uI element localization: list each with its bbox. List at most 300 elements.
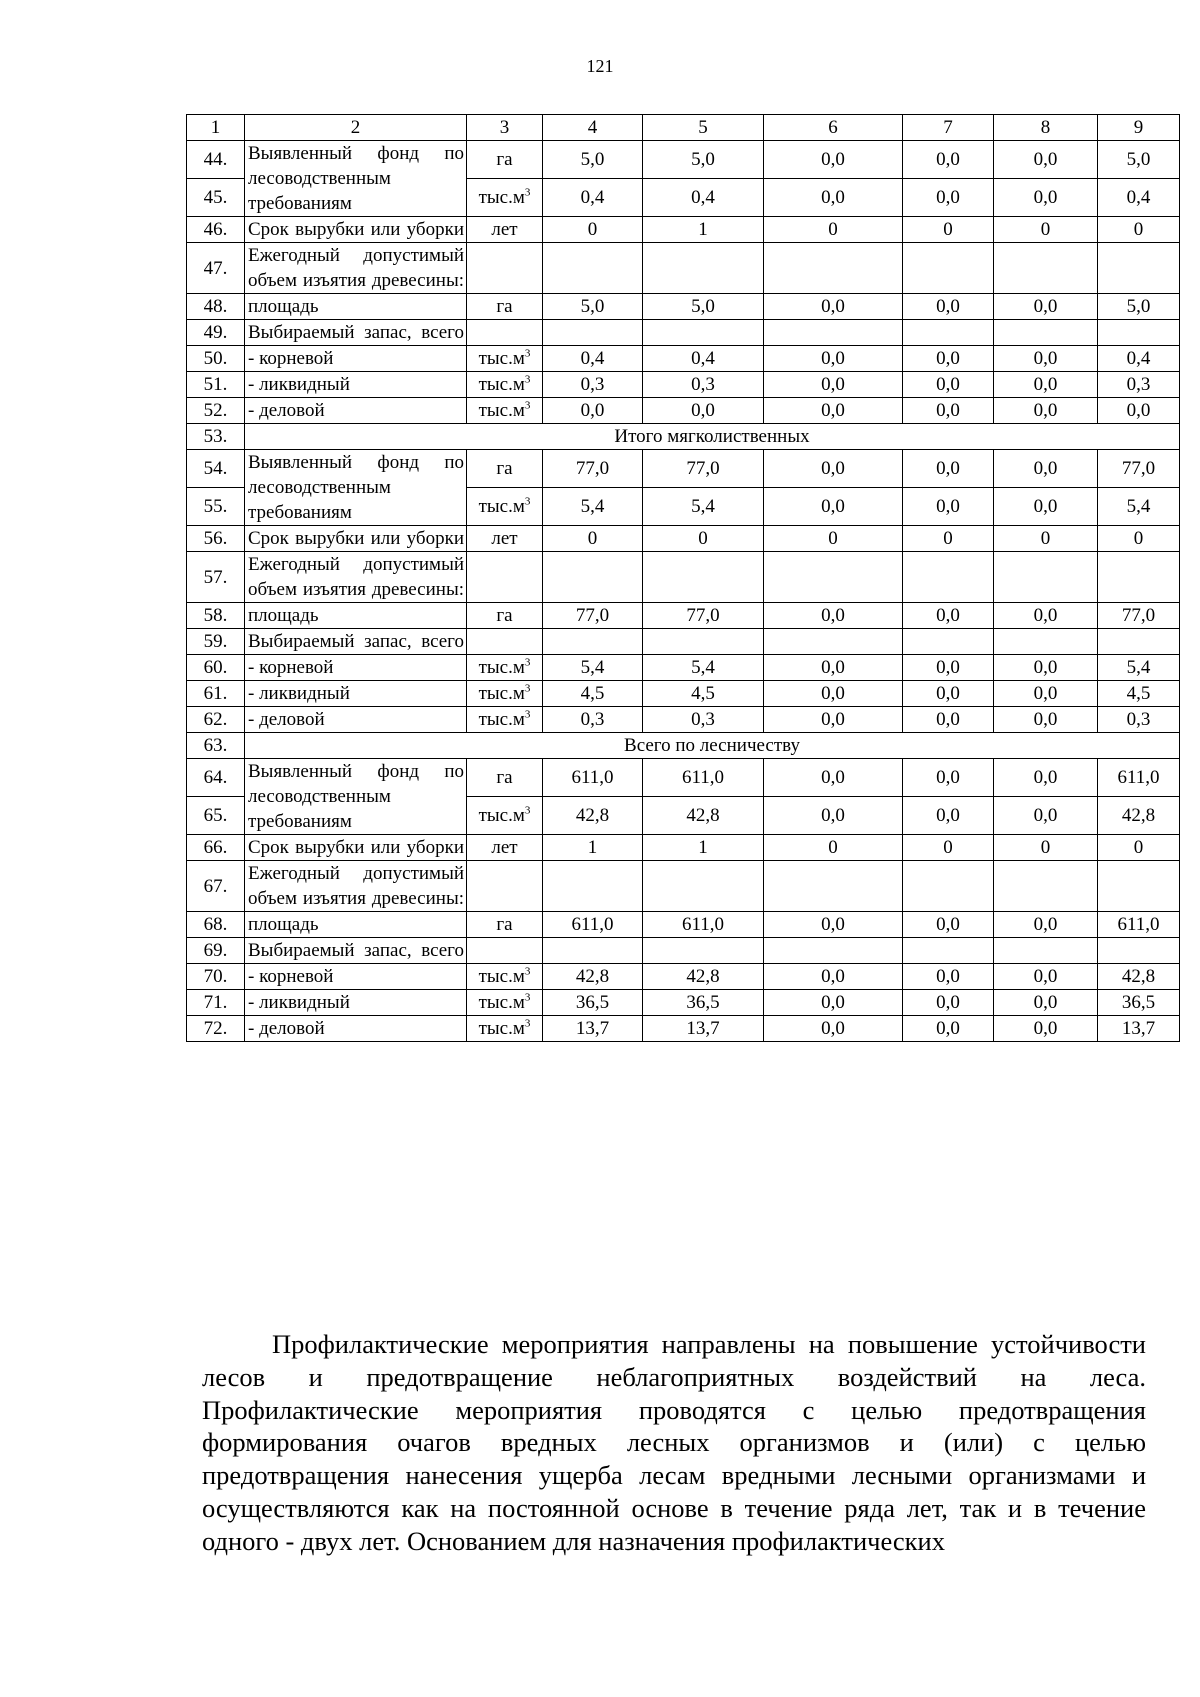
value-cell: 0,3 xyxy=(643,372,764,398)
value-cell: 0,0 xyxy=(994,603,1098,629)
row-number: 48. xyxy=(187,294,245,320)
value-cell xyxy=(903,552,994,603)
value-cell: 0,0 xyxy=(994,707,1098,733)
value-cell: 42,8 xyxy=(543,964,643,990)
value-cell: 1 xyxy=(543,835,643,861)
row-number: 51. xyxy=(187,372,245,398)
row-label: Выбираемый запас, всего xyxy=(245,320,467,346)
unit-cell xyxy=(467,861,543,912)
row-label: Выявленный фонд по лесоводственным требованиям xyxy=(245,450,467,526)
unit-cell xyxy=(467,707,543,733)
row-label: площадь xyxy=(245,912,467,938)
unit-cell xyxy=(467,629,543,655)
value-cell: 0,0 xyxy=(903,707,994,733)
value-cell: 0 xyxy=(764,217,903,243)
value-cell: 0,0 xyxy=(764,681,903,707)
value-cell: 0 xyxy=(994,526,1098,552)
value-cell: 0,0 xyxy=(994,488,1098,526)
value-cell: 0,0 xyxy=(764,655,903,681)
value-cell: 0,0 xyxy=(994,372,1098,398)
row-label: Срок вырубки или уборки xyxy=(245,217,467,243)
row-label: Ежегодный допустимый объем изъятия древесины: xyxy=(245,861,467,912)
value-cell xyxy=(764,861,903,912)
value-cell: 77,0 xyxy=(643,603,764,629)
value-cell: 1 xyxy=(643,217,764,243)
value-cell xyxy=(543,861,643,912)
row-number: 49. xyxy=(187,320,245,346)
value-cell: 0 xyxy=(903,526,994,552)
unit-cell xyxy=(467,835,543,861)
value-cell: 42,8 xyxy=(643,797,764,835)
unit-superscript: 3 xyxy=(524,804,531,817)
row-number: 68. xyxy=(187,912,245,938)
value-cell: 0,0 xyxy=(1098,398,1180,424)
row-label: - деловой xyxy=(245,1016,467,1042)
unit-cell xyxy=(467,141,543,179)
value-cell: 0,4 xyxy=(643,179,764,217)
value-cell: 0 xyxy=(643,526,764,552)
value-cell: 0,0 xyxy=(764,372,903,398)
unit-superscript: 3 xyxy=(524,965,531,978)
value-cell xyxy=(903,861,994,912)
row-number: 61. xyxy=(187,681,245,707)
row-label: Выбираемый запас, всего xyxy=(245,629,467,655)
unit-cell xyxy=(467,398,543,424)
value-cell xyxy=(1098,552,1180,603)
table-row xyxy=(187,912,1180,938)
table-row xyxy=(187,398,1180,424)
row-label: Выбираемый запас, всего xyxy=(245,938,467,964)
row-label: Ежегодный допустимый объем изъятия древесины: xyxy=(245,243,467,294)
row-number: 55. xyxy=(187,488,245,526)
value-cell: 0,0 xyxy=(764,488,903,526)
value-cell: 0,0 xyxy=(903,294,994,320)
unit-text: тыс.м xyxy=(478,709,525,730)
unit-text: тыс.м xyxy=(478,374,525,395)
value-cell xyxy=(903,243,994,294)
value-cell: 13,7 xyxy=(1098,1016,1180,1042)
value-cell xyxy=(903,320,994,346)
value-cell: 0,0 xyxy=(543,398,643,424)
row-label: Срок вырубки или уборки xyxy=(245,835,467,861)
row-number: 45. xyxy=(187,179,245,217)
value-cell: 0,0 xyxy=(903,797,994,835)
value-cell: 5,0 xyxy=(1098,294,1180,320)
value-cell xyxy=(643,861,764,912)
value-cell: 0,0 xyxy=(994,346,1098,372)
value-cell: 5,0 xyxy=(643,294,764,320)
value-cell: 0,0 xyxy=(903,398,994,424)
table-row xyxy=(187,835,1180,861)
value-cell: 611,0 xyxy=(543,912,643,938)
value-cell xyxy=(543,320,643,346)
unit-cell xyxy=(467,320,543,346)
value-cell: 0,0 xyxy=(764,797,903,835)
unit-cell xyxy=(467,964,543,990)
value-cell: 4,5 xyxy=(643,681,764,707)
row-number: 71. xyxy=(187,990,245,1016)
unit-cell xyxy=(467,1016,543,1042)
value-cell: 42,8 xyxy=(1098,797,1180,835)
value-cell: 0,0 xyxy=(643,398,764,424)
value-cell: 0,0 xyxy=(764,141,903,179)
table-row xyxy=(187,707,1180,733)
row-number: 47. xyxy=(187,243,245,294)
unit-superscript: 3 xyxy=(524,347,531,360)
row-label: - корневой xyxy=(245,346,467,372)
value-cell xyxy=(543,938,643,964)
unit-text: лет xyxy=(491,219,518,240)
table-row xyxy=(187,294,1180,320)
value-cell: 0,0 xyxy=(994,912,1098,938)
value-cell xyxy=(764,552,903,603)
value-cell: 5,4 xyxy=(1098,488,1180,526)
value-cell: 0,0 xyxy=(764,707,903,733)
column-header: 4 xyxy=(543,115,643,141)
row-label: - деловой xyxy=(245,398,467,424)
value-cell: 42,8 xyxy=(1098,964,1180,990)
table-row xyxy=(187,938,1180,964)
row-number: 62. xyxy=(187,707,245,733)
row-number: 54. xyxy=(187,450,245,488)
value-cell: 0,0 xyxy=(994,1016,1098,1042)
unit-cell xyxy=(467,603,543,629)
unit-cell xyxy=(467,294,543,320)
unit-text: га xyxy=(496,605,513,626)
value-cell: 611,0 xyxy=(1098,912,1180,938)
value-cell: 0,0 xyxy=(764,1016,903,1042)
unit-cell xyxy=(467,912,543,938)
table-row xyxy=(187,320,1180,346)
column-header: 7 xyxy=(903,115,994,141)
value-cell: 0,0 xyxy=(764,759,903,797)
value-cell: 0,0 xyxy=(994,141,1098,179)
value-cell: 0,0 xyxy=(764,179,903,217)
unit-superscript: 3 xyxy=(524,186,531,199)
value-cell: 5,4 xyxy=(543,655,643,681)
value-cell: 0,0 xyxy=(994,450,1098,488)
row-label: - ликвидный xyxy=(245,681,467,707)
value-cell: 0 xyxy=(543,526,643,552)
value-cell xyxy=(643,243,764,294)
section-row xyxy=(187,424,1180,450)
value-cell: 0 xyxy=(1098,217,1180,243)
unit-text: тыс.м xyxy=(478,496,525,517)
value-cell: 0 xyxy=(994,217,1098,243)
value-cell: 77,0 xyxy=(543,603,643,629)
row-label: - ликвидный xyxy=(245,372,467,398)
value-cell: 0 xyxy=(764,835,903,861)
value-cell xyxy=(543,629,643,655)
unit-cell xyxy=(467,526,543,552)
unit-text: тыс.м xyxy=(478,657,525,678)
table-row xyxy=(187,243,1180,294)
value-cell: 0,0 xyxy=(994,655,1098,681)
table-row xyxy=(187,346,1180,372)
column-header: 9 xyxy=(1098,115,1180,141)
value-cell xyxy=(994,938,1098,964)
value-cell: 4,5 xyxy=(543,681,643,707)
column-header: 3 xyxy=(467,115,543,141)
value-cell: 0,0 xyxy=(903,964,994,990)
value-cell: 0,4 xyxy=(543,179,643,217)
row-number: 72. xyxy=(187,1016,245,1042)
row-number: 63. xyxy=(187,733,245,759)
value-cell: 611,0 xyxy=(1098,759,1180,797)
value-cell: 0,0 xyxy=(994,964,1098,990)
unit-cell xyxy=(467,759,543,797)
value-cell: 1 xyxy=(643,835,764,861)
row-number: 67. xyxy=(187,861,245,912)
row-number: 44. xyxy=(187,141,245,179)
row-label: - корневой xyxy=(245,964,467,990)
unit-cell xyxy=(467,372,543,398)
page-number: 121 xyxy=(586,56,614,76)
body-paragraph: Профилактические мероприятия направлены на повышение устойчивости лесов и предотвращение неблагоприятных воздействий на леса. Профилактические мероприятия проводятся с целью предотвращения формирования очагов вредных лесных организмов и (или) с целью предотвращения нанесения ущерба лесам вредными лесными организмами и осуществляются как на постоянной основе в течение ряда лет, так и в течение одного - двух лет. Основанием для назначения профилактических xyxy=(202,1329,1146,1556)
value-cell: 0,0 xyxy=(994,294,1098,320)
value-cell: 0,0 xyxy=(764,294,903,320)
value-cell: 0,0 xyxy=(903,990,994,1016)
unit-superscript: 3 xyxy=(524,399,531,412)
value-cell xyxy=(764,938,903,964)
unit-superscript: 3 xyxy=(524,656,531,669)
value-cell xyxy=(903,938,994,964)
unit-cell xyxy=(467,243,543,294)
unit-text: тыс.м xyxy=(478,992,525,1013)
value-cell xyxy=(1098,243,1180,294)
unit-cell xyxy=(467,179,543,217)
value-cell: 0,4 xyxy=(1098,346,1180,372)
unit-text: га xyxy=(496,296,513,317)
value-cell xyxy=(1098,861,1180,912)
table-row xyxy=(187,1016,1180,1042)
value-cell xyxy=(543,552,643,603)
value-cell: 4,5 xyxy=(1098,681,1180,707)
row-label: - корневой xyxy=(245,655,467,681)
row-number: 70. xyxy=(187,964,245,990)
value-cell: 42,8 xyxy=(643,964,764,990)
value-cell: 0 xyxy=(543,217,643,243)
table-row xyxy=(187,552,1180,603)
value-cell xyxy=(1098,320,1180,346)
row-label: площадь xyxy=(245,294,467,320)
value-cell: 0,0 xyxy=(903,372,994,398)
value-cell xyxy=(994,629,1098,655)
value-cell xyxy=(643,552,764,603)
value-cell: 0,0 xyxy=(903,655,994,681)
value-cell xyxy=(764,320,903,346)
table-row xyxy=(187,655,1180,681)
value-cell: 0,0 xyxy=(764,990,903,1016)
value-cell: 13,7 xyxy=(643,1016,764,1042)
table-row xyxy=(187,526,1180,552)
table-row xyxy=(187,759,1180,797)
value-cell xyxy=(643,629,764,655)
value-cell: 0,0 xyxy=(764,912,903,938)
table-row xyxy=(187,990,1180,1016)
column-header: 1 xyxy=(187,115,245,141)
value-cell: 0,0 xyxy=(764,964,903,990)
value-cell: 0 xyxy=(764,526,903,552)
value-cell xyxy=(643,938,764,964)
value-cell: 0,0 xyxy=(994,797,1098,835)
unit-text: га xyxy=(496,149,513,170)
row-number: 56. xyxy=(187,526,245,552)
unit-text: лет xyxy=(491,528,518,549)
row-number: 58. xyxy=(187,603,245,629)
unit-cell xyxy=(467,990,543,1016)
value-cell: 77,0 xyxy=(643,450,764,488)
value-cell: 0,0 xyxy=(764,603,903,629)
table-row xyxy=(187,681,1180,707)
value-cell: 0,3 xyxy=(543,372,643,398)
table-row xyxy=(187,372,1180,398)
row-label: Срок вырубки или уборки xyxy=(245,526,467,552)
unit-text: тыс.м xyxy=(478,187,525,208)
column-header: 8 xyxy=(994,115,1098,141)
value-cell: 0,0 xyxy=(903,346,994,372)
row-number: 46. xyxy=(187,217,245,243)
section-title: Итого мягколиственных xyxy=(245,424,1180,450)
value-cell: 77,0 xyxy=(543,450,643,488)
table-row xyxy=(187,141,1180,179)
value-cell: 611,0 xyxy=(543,759,643,797)
value-cell: 5,0 xyxy=(1098,141,1180,179)
value-cell: 0,3 xyxy=(1098,372,1180,398)
unit-superscript: 3 xyxy=(524,1017,531,1030)
unit-text: тыс.м xyxy=(478,348,525,369)
unit-text: тыс.м xyxy=(478,966,525,987)
value-cell: 36,5 xyxy=(543,990,643,1016)
unit-cell xyxy=(467,217,543,243)
value-cell: 5,4 xyxy=(1098,655,1180,681)
value-cell: 0,0 xyxy=(994,759,1098,797)
value-cell: 5,4 xyxy=(543,488,643,526)
value-cell: 0,0 xyxy=(903,681,994,707)
table-row xyxy=(187,217,1180,243)
value-cell: 0,0 xyxy=(903,488,994,526)
value-cell: 0 xyxy=(1098,835,1180,861)
value-cell: 5,4 xyxy=(643,655,764,681)
unit-cell xyxy=(467,681,543,707)
value-cell: 0,0 xyxy=(994,681,1098,707)
value-cell xyxy=(994,861,1098,912)
row-number: 64. xyxy=(187,759,245,797)
value-cell xyxy=(1098,629,1180,655)
value-cell: 0 xyxy=(1098,526,1180,552)
unit-cell xyxy=(467,655,543,681)
value-cell: 0,4 xyxy=(1098,179,1180,217)
value-cell: 0,4 xyxy=(643,346,764,372)
value-cell xyxy=(994,320,1098,346)
value-cell: 0,0 xyxy=(903,450,994,488)
unit-cell xyxy=(467,797,543,835)
value-cell: 0,0 xyxy=(903,912,994,938)
value-cell: 0,0 xyxy=(903,179,994,217)
unit-cell xyxy=(467,346,543,372)
value-cell xyxy=(764,243,903,294)
unit-text: га xyxy=(496,767,513,788)
table-row xyxy=(187,450,1180,488)
value-cell: 0,0 xyxy=(903,759,994,797)
row-label: - деловой xyxy=(245,707,467,733)
unit-text: тыс.м xyxy=(478,683,525,704)
unit-text: га xyxy=(496,458,513,479)
header-row xyxy=(187,115,1180,141)
row-label: Ежегодный допустимый объем изъятия древесины: xyxy=(245,552,467,603)
table-row xyxy=(187,629,1180,655)
unit-superscript: 3 xyxy=(524,495,531,508)
row-number: 60. xyxy=(187,655,245,681)
unit-superscript: 3 xyxy=(524,708,531,721)
value-cell: 5,4 xyxy=(643,488,764,526)
value-cell: 0,0 xyxy=(903,141,994,179)
section-title: Всего по лесничеству xyxy=(245,733,1180,759)
value-cell xyxy=(994,552,1098,603)
value-cell: 0 xyxy=(903,217,994,243)
row-number: 53. xyxy=(187,424,245,450)
forest-fund-table xyxy=(186,114,1180,1042)
value-cell: 0,3 xyxy=(543,707,643,733)
row-number: 50. xyxy=(187,346,245,372)
row-number: 66. xyxy=(187,835,245,861)
value-cell: 13,7 xyxy=(543,1016,643,1042)
value-cell xyxy=(543,243,643,294)
unit-cell xyxy=(467,450,543,488)
table-row xyxy=(187,603,1180,629)
value-cell xyxy=(1098,938,1180,964)
value-cell: 0,4 xyxy=(543,346,643,372)
column-header: 5 xyxy=(643,115,764,141)
unit-superscript: 3 xyxy=(524,373,531,386)
unit-cell xyxy=(467,488,543,526)
unit-superscript: 3 xyxy=(524,991,531,1004)
value-cell: 0,0 xyxy=(764,398,903,424)
unit-text: га xyxy=(496,914,513,935)
value-cell: 0,0 xyxy=(903,1016,994,1042)
value-cell: 0,0 xyxy=(994,990,1098,1016)
value-cell: 77,0 xyxy=(1098,603,1180,629)
row-number: 57. xyxy=(187,552,245,603)
table-row xyxy=(187,964,1180,990)
value-cell: 42,8 xyxy=(543,797,643,835)
value-cell: 36,5 xyxy=(1098,990,1180,1016)
unit-text: тыс.м xyxy=(478,1018,525,1039)
row-label: - ликвидный xyxy=(245,990,467,1016)
value-cell: 5,0 xyxy=(643,141,764,179)
unit-text: тыс.м xyxy=(478,400,525,421)
value-cell xyxy=(643,320,764,346)
value-cell: 0,0 xyxy=(764,450,903,488)
row-number: 65. xyxy=(187,797,245,835)
column-header: 2 xyxy=(245,115,467,141)
table-row xyxy=(187,861,1180,912)
unit-text: тыс.м xyxy=(478,805,525,826)
row-label: Выявленный фонд по лесоводственным требованиям xyxy=(245,141,467,217)
unit-text: лет xyxy=(491,837,518,858)
value-cell: 0 xyxy=(994,835,1098,861)
value-cell: 0,0 xyxy=(903,603,994,629)
column-header: 6 xyxy=(764,115,903,141)
value-cell: 0,3 xyxy=(643,707,764,733)
unit-cell xyxy=(467,552,543,603)
unit-cell xyxy=(467,938,543,964)
row-label: площадь xyxy=(245,603,467,629)
value-cell: 77,0 xyxy=(1098,450,1180,488)
value-cell: 0,0 xyxy=(764,346,903,372)
row-label: Выявленный фонд по лесоводственным требованиям xyxy=(245,759,467,835)
value-cell: 0,0 xyxy=(994,398,1098,424)
